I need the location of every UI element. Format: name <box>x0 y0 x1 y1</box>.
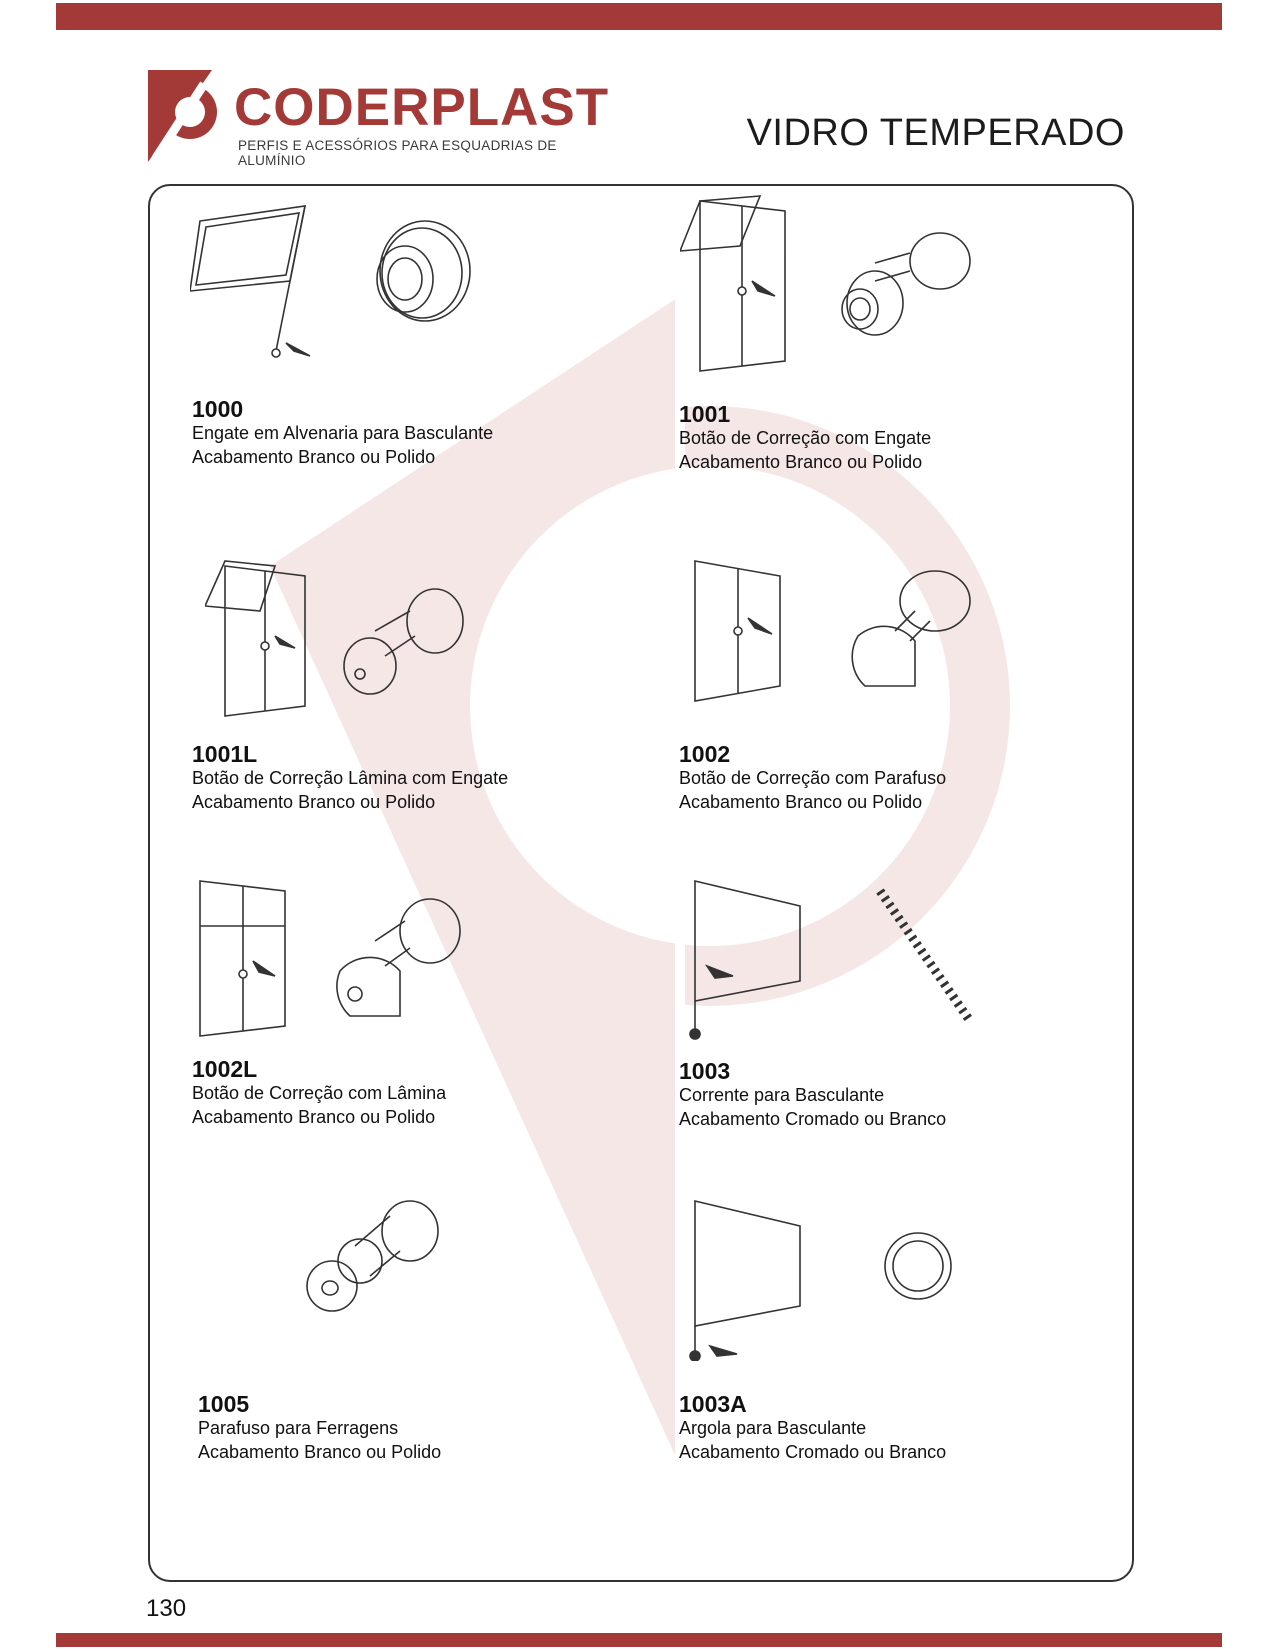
catalog-panel <box>148 184 1134 1582</box>
product-description: Botão de Correção com Lâmina <box>192 1083 447 1103</box>
brand-tagline: PERFIS E ACESSÓRIOS PARA ESQUADRIAS DE ALUMÍNIO <box>238 138 557 168</box>
product-code: 1005 <box>198 1391 250 1417</box>
product-finish: Acabamento Branco ou Polido <box>679 451 923 472</box>
product-card <box>192 741 508 814</box>
product-code: 1001L <box>192 741 258 767</box>
bottom-color-bar <box>56 1633 1222 1647</box>
product-1002-drawing <box>690 556 990 706</box>
product-code: 1000 <box>192 396 244 422</box>
product-1002l-drawing <box>195 876 495 1046</box>
product-code: 1001 <box>679 401 731 427</box>
product-card <box>192 1056 446 1129</box>
product-description: Botão de Correção Lâmina com Engate <box>192 768 509 788</box>
product-1005-drawing <box>300 1191 450 1321</box>
product-1003-drawing <box>685 876 995 1041</box>
product-1000-drawing <box>190 201 490 371</box>
product-finish: Acabamento Branco ou Polido <box>192 791 436 812</box>
product-card <box>198 1391 441 1464</box>
product-card <box>192 396 493 469</box>
coderplast-logo-icon <box>148 70 228 170</box>
product-1001-drawing <box>680 191 990 376</box>
product-description: Argola para Basculante <box>679 1418 867 1438</box>
product-finish: Acabamento Branco ou Polido <box>679 791 923 812</box>
brand-name: CODERPLAST <box>234 78 610 137</box>
product-card <box>679 401 931 474</box>
product-finish: Acabamento Branco ou Polido <box>192 446 436 467</box>
product-finish: Acabamento Branco ou Polido <box>192 1106 436 1127</box>
product-finish: Acabamento Cromado ou Branco <box>679 1441 947 1462</box>
product-description: Corrente para Basculante <box>679 1085 885 1105</box>
product-code: 1003A <box>679 1391 747 1417</box>
product-code: 1003 <box>679 1058 731 1084</box>
product-finish: Acabamento Branco ou Polido <box>198 1441 442 1462</box>
product-1001l-drawing <box>205 556 485 721</box>
product-description: Engate em Alvenaria para Basculante <box>192 423 494 443</box>
product-description: Parafuso para Ferragens <box>198 1418 399 1438</box>
product-1003a-drawing <box>685 1196 975 1361</box>
section-title: VIDRO TEMPERADO <box>746 112 1125 154</box>
product-card <box>679 741 946 814</box>
product-finish: Acabamento Cromado ou Branco <box>679 1108 947 1129</box>
top-color-bar <box>56 3 1222 30</box>
product-card <box>679 1391 946 1464</box>
product-code: 1002L <box>192 1056 258 1082</box>
product-description: Botão de Correção com Parafuso <box>679 768 947 788</box>
product-card <box>679 1058 946 1131</box>
brand-logo <box>148 70 610 170</box>
product-code: 1002 <box>679 741 731 767</box>
product-description: Botão de Correção com Engate <box>679 428 932 448</box>
page-number: 130 <box>146 1595 187 1622</box>
